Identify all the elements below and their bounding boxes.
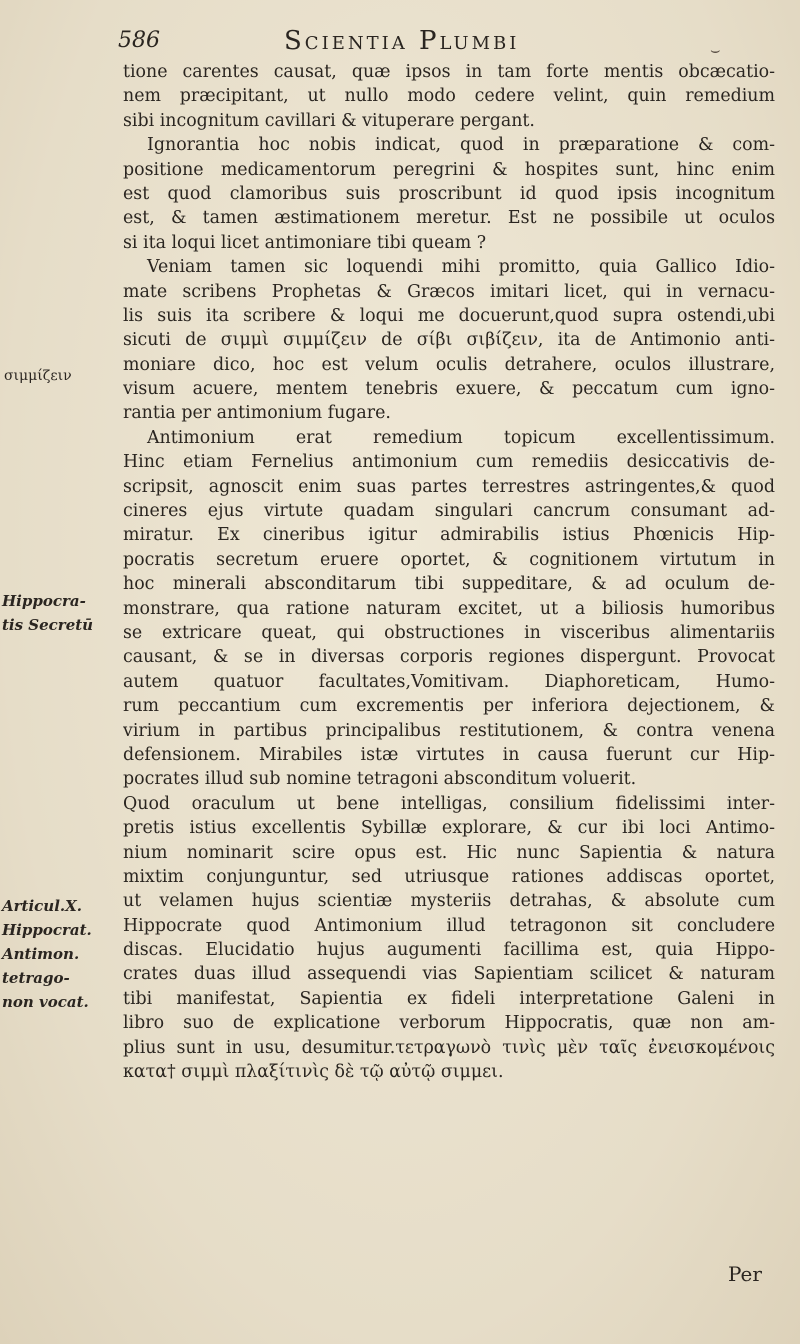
text-line: autem quatuor facultates,Vomitivam. Diaphoreticam, Humo- bbox=[123, 671, 775, 692]
text-line: se extricare queat, qui obstructiones in visceribus alimentariis bbox=[123, 622, 775, 643]
margin-note-hippocrat: Hippocrat. bbox=[2, 921, 92, 939]
text-line: visum acuere, mentem tenebris exuere, & peccatum cum igno- bbox=[123, 379, 775, 400]
text-line: est, & tamen æstimationem meretur. Est ne possibile ut oculos bbox=[123, 208, 775, 229]
text-line: Antimonium erat remedium topicum excellentissimum. bbox=[147, 427, 775, 448]
text-line: tione carentes causat, quæ ipsos in tam forte mentis obcæcatio- bbox=[123, 62, 775, 82]
text-line: Hippocrate quod Antimonium illud tetragonon sit concludere bbox=[123, 915, 775, 936]
text-line: scripsit, agnoscit enim suas partes terrestres astringentes,& quod bbox=[123, 476, 775, 497]
text-line: libro suo de explicatione verborum Hippocratis, quæ non am- bbox=[123, 1013, 775, 1034]
text-line: Quod oraculum ut bene intelligas, consilium fidelissimi inter- bbox=[123, 793, 775, 814]
margin-note-articul: Articul.X. bbox=[2, 897, 82, 915]
text-line: pocrates illud sub nomine tetragoni absconditum voluerit. bbox=[123, 769, 637, 790]
text-line: tibi manifestat, Sapientia ex fideli interpretatione Galeni in bbox=[123, 988, 775, 1009]
text-line: si ita loqui licet antimoniare tibi queam ? bbox=[123, 232, 487, 253]
text-line: cineres ejus virtute quadam singulari cancrum consumant ad- bbox=[123, 501, 775, 522]
catchword: Per bbox=[728, 1262, 762, 1286]
text-line: rantia per antimonium fugare. bbox=[123, 403, 391, 424]
text-line: Veniam tamen sic loquendi mihi promitto, quia Gallico Idio- bbox=[147, 257, 775, 278]
body-text bbox=[123, 60, 775, 1084]
text-line: moniare dico, hoc est velum oculis detrahere, oculos illustrare, bbox=[123, 354, 775, 375]
ink-mark-icon: ⌣ bbox=[710, 40, 721, 59]
text-line: pretis istius excellentis Sybillæ explorare, & cur ibi loci Antimo- bbox=[123, 818, 775, 839]
text-line: monstrare, qua ratione naturam excitet, ut a biliosis humoribus bbox=[123, 598, 775, 619]
text-line: rum peccantium cum excrementis per inferiora dejectionem, & bbox=[123, 696, 775, 717]
text-line: miratur. Ex cineribus igitur admirabilis istius Phœnicis Hip- bbox=[123, 525, 775, 546]
text-line: lis suis ita scribere & loqui me docuerunt,quod supra ostendi,ubi bbox=[123, 305, 775, 326]
margin-note-tetrago: tetrago- bbox=[2, 969, 70, 987]
text-line: plius sunt in usu, desumitur.τετραγωνὸ τινὶς μὲν ταῖς ἐνεισκομένοις bbox=[123, 1037, 775, 1058]
text-line: positione medicamentorum peregrini & hospites sunt, hinc enim bbox=[123, 159, 775, 180]
margin-note-greek: σιμμίζειν bbox=[4, 368, 72, 384]
text-line: crates duas illud assequendi vias Sapientiam scilicet & naturam bbox=[123, 964, 775, 985]
text-line: Ignorantia hoc nobis indicat, quod in præparatione & com- bbox=[147, 135, 775, 156]
margin-note-hippocratis-2: tis Secretū bbox=[2, 616, 94, 634]
text-line: nem præcipitant, ut nullo modo cedere velint, quin remedium bbox=[123, 86, 775, 107]
text-line: mixtim conjunguntur, sed utriusque rationes addiscas oportet, bbox=[123, 866, 775, 887]
text-line: mate scribens Prophetas & Græcos imitari licet, qui in vernacu- bbox=[123, 281, 775, 302]
margin-note-antimon: Antimon. bbox=[2, 945, 80, 963]
margin-note-hippocratis-1: Hippocra- bbox=[2, 592, 86, 610]
text-line: pocratis secretum eruere oportet, & cognitionem virtutum in bbox=[123, 549, 775, 570]
text-line: Hinc etiam Fernelius antimonium cum remediis desiccativis de- bbox=[123, 452, 775, 473]
text-line: nium nominarit scire opus est. Hic nunc Sapientia & natura bbox=[123, 842, 775, 863]
text-line: causant, & se in diversas corporis regiones dispergunt. Provocat bbox=[123, 647, 775, 668]
text-line: sicuti de σιμμὶ σιμμίζειν de σίβι σιβίζειν, ita de Antimonio anti- bbox=[123, 330, 775, 351]
page-number: 586 bbox=[118, 28, 160, 53]
text-line: defensionem. Mirabiles istæ virtutes in causa fuerunt cur Hip- bbox=[123, 744, 775, 765]
text-line: virium in partibus principalibus restitutionem, & contra venena bbox=[123, 720, 775, 741]
text-line: κατα† σιμμὶ πλαξίτινὶς δὲ τῷ αὐτῷ σιμμει. bbox=[123, 1062, 504, 1083]
text-line: ut velamen hujus scientiæ mysteriis detrahas, & absolute cum bbox=[123, 891, 775, 912]
margin-note-non-vocat: non vocat. bbox=[2, 993, 89, 1011]
text-line: discas. Elucidatio hujus augumenti facillima est, quia Hippo- bbox=[123, 940, 775, 961]
text-line: sibi incognitum cavillari & vituperare pergant. bbox=[123, 110, 535, 131]
running-head: Scientia Plumbi bbox=[284, 26, 520, 56]
text-line: hoc minerali absconditarum tibi suppeditare, & ad oculum de- bbox=[123, 574, 775, 595]
text-line: est quod clamoribus suis proscribunt id quod ipsis incognitum bbox=[123, 183, 775, 204]
